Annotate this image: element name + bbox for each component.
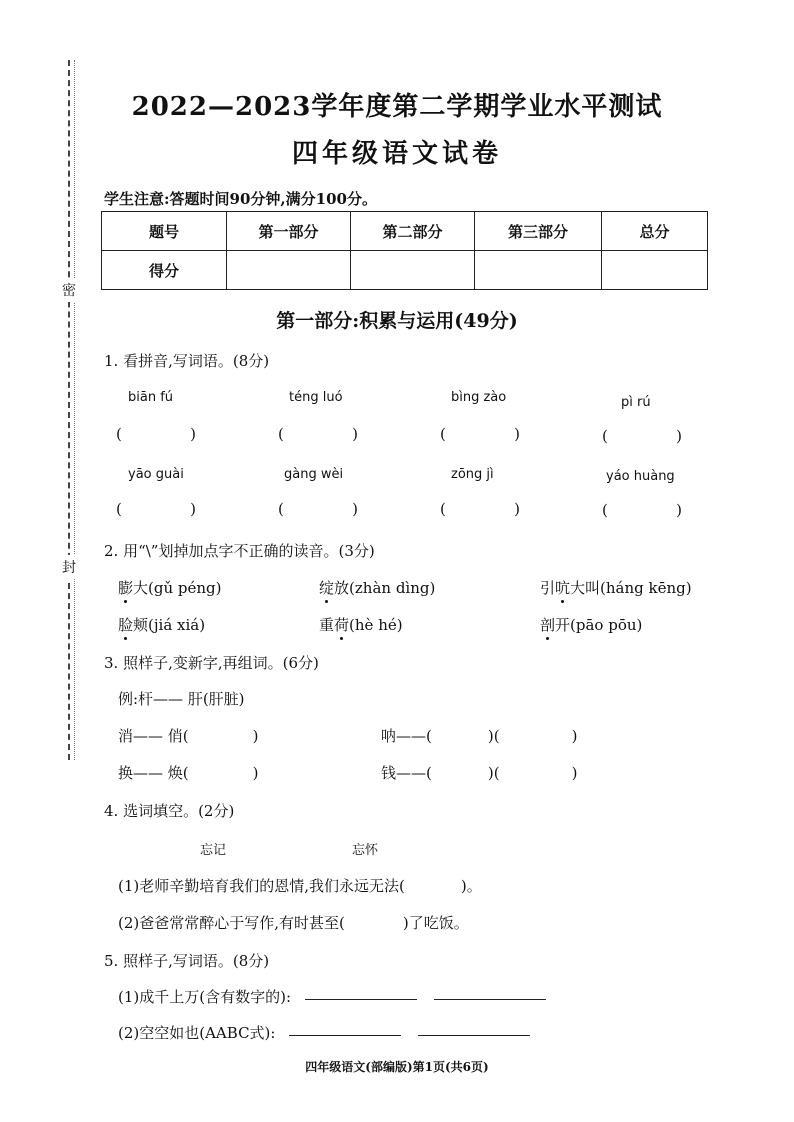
q1-answer-blank[interactable]: ( )	[440, 500, 520, 518]
q5-line-1	[118, 986, 291, 1007]
q4-option: 忘记	[200, 843, 227, 858]
student-notice: 学生注意:答题时间90分钟,满分100分。	[104, 190, 377, 208]
q5-blank[interactable]	[289, 1035, 401, 1036]
q2-dotted-char: 绽	[319, 579, 335, 597]
q2-dotted-char: 吭	[555, 579, 571, 597]
q1-pinyin: biān fú	[128, 390, 174, 405]
q2-item[interactable]	[540, 614, 642, 635]
q2-pinyin: (hè hé)	[349, 616, 403, 634]
q1-pinyin: pì rú	[621, 395, 651, 410]
q2-item[interactable]	[118, 614, 205, 635]
q1-pinyin: zōng jì	[451, 467, 494, 482]
q2-pinyin: (gǔ péng)	[148, 579, 222, 597]
q4-s1-end: )。	[460, 877, 482, 895]
q2-item[interactable]	[118, 577, 222, 598]
q1-pinyin: yāo guài	[128, 467, 184, 482]
q2-pinyin: (pāo pōu)	[570, 616, 643, 634]
score-header: 题号	[102, 212, 227, 251]
score-table	[101, 211, 708, 290]
seal-char-mi: 密	[62, 278, 76, 302]
score-cell[interactable]	[227, 251, 351, 290]
q3-right-row2[interactable]: 钱——( )( )	[381, 764, 578, 782]
q1-pinyin: téng luó	[289, 390, 343, 405]
q1-answer-blank[interactable]: ( )	[602, 427, 682, 445]
q3-left-text: 消—— 俏(	[118, 727, 189, 745]
q4-s2-text: (2)爸爸常常醉心于写作,有时甚至(	[118, 914, 345, 932]
part1-title: 第一部分:积累与运用(49分)	[276, 310, 518, 332]
exam-subtitle: 四年级语文试卷	[291, 139, 502, 169]
q1-pinyin: gàng wèi	[284, 467, 344, 482]
q5-l2-text: (2)空空如也(AABC式):	[118, 1024, 276, 1042]
seal-char-feng: 封	[62, 555, 76, 579]
q2-char: 颊	[133, 616, 149, 634]
q3-right-text: 钱——(	[381, 764, 432, 782]
q1-answer-blank[interactable]: ( )	[278, 500, 358, 518]
exam-title: 2022—2023学年度第二学期学业水平测试	[131, 92, 663, 122]
q1-answer-blank[interactable]: ( )	[440, 425, 520, 443]
q2-pinyin: (zhàn dìng)	[349, 579, 436, 597]
q5-title: 5. 照样子,写词语。(8分)	[104, 952, 270, 970]
q2-char: 引	[540, 579, 556, 597]
q2-dotted-char: 脸	[118, 616, 134, 634]
score-header: 第二部分	[351, 212, 475, 251]
q2-char: 放	[334, 579, 350, 597]
q2-char: 开	[555, 616, 571, 634]
q4-sentence-2[interactable]	[118, 912, 469, 933]
q3-left-row1[interactable]: 消—— 俏( )	[118, 727, 259, 745]
q3-left-text: 换—— 焕(	[118, 764, 189, 782]
q1-pinyin: bìng zào	[451, 390, 507, 405]
q3-title: 3. 照样子,变新字,再组词。(6分)	[104, 654, 319, 672]
q1-answer-blank[interactable]: ( )	[602, 501, 682, 519]
q4-s2-end: )了吃饭。	[402, 914, 469, 932]
q2-item[interactable]	[319, 614, 403, 635]
q2-dotted-char: 膨	[118, 579, 134, 597]
q2-dotted-char: 荷	[334, 616, 350, 634]
q4-s1-text: (1)老师辛勤培育我们的恩情,我们永远无法(	[118, 877, 405, 895]
q4-title: 4. 选词填空。(2分)	[104, 802, 235, 820]
q5-l1-text: (1)成千上万(含有数字的):	[118, 988, 292, 1006]
q2-pinyin: (háng kēng)	[600, 579, 692, 597]
q1-answer-blank[interactable]: ( )	[116, 425, 196, 443]
score-header: 第一部分	[227, 212, 351, 251]
q5-blank[interactable]	[418, 1035, 530, 1036]
q5-line-2	[118, 1022, 275, 1043]
q5-blank[interactable]	[434, 999, 546, 1000]
q1-answer-blank[interactable]: ( )	[278, 425, 358, 443]
q1-answer-blank[interactable]: ( )	[116, 500, 196, 518]
score-cell[interactable]	[351, 251, 475, 290]
q3-right-text: 呐——(	[381, 727, 432, 745]
q5-blank[interactable]	[305, 999, 417, 1000]
score-row-label: 得分	[102, 251, 227, 290]
score-value-row	[102, 251, 708, 290]
q3-left-row2[interactable]: 换—— 焕( )	[118, 764, 259, 782]
q4-sentence-1[interactable]	[118, 875, 482, 896]
q3-example: 例:杆—— 肝(肝脏)	[118, 690, 245, 708]
q2-title: 2. 用“\”划掉加点字不正确的读音。(3分)	[104, 542, 375, 560]
q2-char: 大	[133, 579, 149, 597]
q1-title: 1. 看拼音,写词语。(8分)	[104, 352, 270, 370]
page-footer: 四年级语文(部编版)第1页(共6页)	[305, 1060, 489, 1074]
q1-pinyin: yáo huàng	[606, 469, 675, 484]
q2-pinyin: (jiá xiá)	[148, 616, 206, 634]
q2-dotted-char: 剖	[540, 616, 556, 634]
q2-item[interactable]	[319, 577, 435, 598]
q2-char: 重	[319, 616, 335, 634]
q4-option: 忘怀	[352, 843, 379, 858]
score-cell[interactable]	[602, 251, 708, 290]
score-header-row	[102, 212, 708, 251]
q2-item[interactable]	[540, 577, 692, 598]
q2-char: 大叫	[570, 579, 601, 597]
score-header: 总分	[602, 212, 708, 251]
q3-right-row1[interactable]: 呐——( )( )	[381, 727, 578, 745]
score-cell[interactable]	[475, 251, 602, 290]
score-header: 第三部分	[475, 212, 602, 251]
